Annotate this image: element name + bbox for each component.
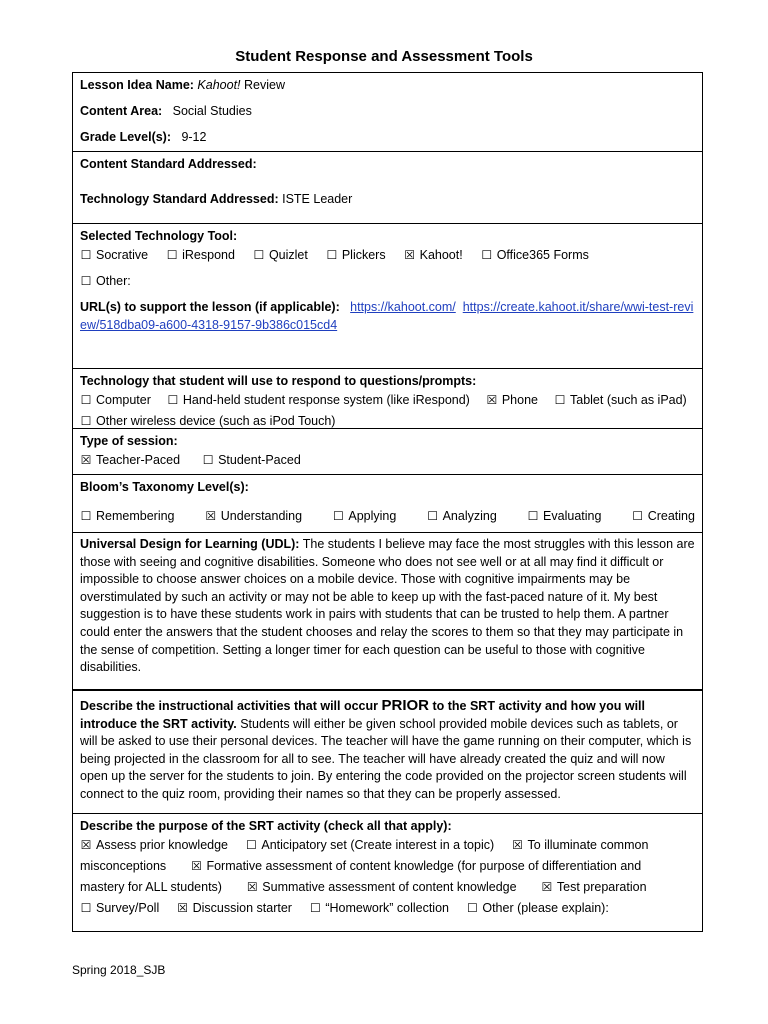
option-label: “Homework” collection [325,901,449,915]
content-area-row [80,102,695,120]
option-irespond[interactable] [166,246,235,264]
purpose-line-2 [80,856,695,877]
purpose-line-3 [80,877,695,898]
option-label: Applying [348,509,397,523]
purpose-line-4 [80,898,695,919]
option-label: Hand-held student response system (like iRespond) [182,393,470,407]
kahoot-link[interactable]: https://kahoot.com/ [350,300,456,314]
kahoot-quiz-link[interactable]: https://create.kahoot.it/share/wwi-test-review/518dba09-a600-4318-9157-9b386c015cd4 [80,300,694,332]
srt-purpose-section [73,814,702,931]
option-label: Summative assessment of content knowledge [262,880,517,894]
option-label: Plickers [341,248,386,262]
standards-section [73,152,702,224]
option-label: Anticipatory set (Create interest in a topic) [261,838,495,852]
option-label: Survey/Poll [96,901,160,915]
lesson-idea-rest: Review [240,78,285,92]
content-area-value: Social Studies [172,104,252,118]
option-discussion-starter[interactable] [177,898,292,919]
option-label: iRespond [182,248,235,262]
option-label: Socrative [96,248,149,262]
checkbox-icon[interactable]: ☐ [481,248,493,262]
option-anticipatory-set[interactable] [245,835,494,856]
lesson-idea-italic: Kahoot! [197,78,241,92]
option-creating[interactable] [632,507,695,525]
option-phone[interactable] [486,391,538,409]
technology-standard-row [80,190,695,208]
option-label: Discussion starter [192,901,292,915]
checkbox-icon[interactable]: ☐ [80,414,92,428]
option-plickers[interactable] [326,246,386,264]
checkbox-icon[interactable]: ☐ [554,393,566,407]
technology-tool-label: Selected Technology Tool: [80,229,238,243]
option-other-wireless[interactable] [80,412,335,430]
option-handheld[interactable] [167,391,470,409]
checkbox-icon[interactable]: ☐ [166,248,178,262]
technology-standard-value: ISTE Leader [278,192,353,206]
tool-other-row [80,272,695,290]
checkbox-icon[interactable]: ☐ [527,509,539,523]
option-label: Analyzing [442,509,497,523]
checked-checkbox-icon[interactable]: ☒ [512,838,523,852]
option-quizlet[interactable] [253,246,308,264]
option-label: Assess prior knowledge [96,838,229,852]
option-label: Formative assessment of content knowledge (for purpose of differentiation and [206,859,642,873]
blooms-taxonomy-section [73,475,702,533]
option-socrative[interactable] [80,246,148,264]
page-title: Student Response and Assessment Tools [235,48,533,65]
lesson-info-section [73,73,702,152]
technology-standard-label: Technology Standard Addressed: [80,192,279,206]
option-label: Other wireless device (such as iPod Touch) [96,414,336,428]
option-remembering[interactable] [80,507,175,525]
session-type-options [80,451,695,469]
response-technology-label: Technology that student will use to respond to questions/prompts: [80,374,477,388]
option-summative-assessment[interactable] [246,877,516,898]
checkbox-icon[interactable]: ☐ [253,248,265,262]
checkbox-icon[interactable]: ☐ [80,393,92,407]
option-kahoot[interactable] [404,246,463,264]
checkbox-icon[interactable]: ☐ [80,509,92,523]
checkbox-icon[interactable]: ☐ [466,901,478,915]
option-label: Understanding [220,509,303,523]
checkbox-icon[interactable]: ☐ [80,248,92,262]
option-understanding[interactable] [205,507,302,525]
prior-activities-section [73,691,702,814]
option-student-paced[interactable] [202,451,301,469]
grade-level-value: 9-12 [181,130,207,144]
checked-checkbox-icon[interactable]: ☒ [80,453,92,467]
checked-checkbox-icon[interactable]: ☒ [177,901,188,915]
checked-checkbox-icon[interactable]: ☒ [404,248,415,262]
prior-label-a: Describe the instructional activities that will occur [80,699,382,713]
checked-checkbox-icon[interactable]: ☒ [191,859,202,873]
option-label: Creating [647,509,695,523]
option-homework-collection[interactable] [309,898,449,919]
lesson-idea-label: Lesson Idea Name: [80,78,194,92]
udl-label: Universal Design for Learning (UDL): [80,537,300,551]
option-label: Kahoot! [419,248,463,262]
session-type-label: Type of session: [80,434,178,448]
checkbox-icon[interactable]: ☐ [632,509,644,523]
url-row [80,298,695,334]
option-label: To illuminate common [527,838,649,852]
checkbox-icon[interactable]: ☐ [332,509,344,523]
option-assess-prior-knowledge[interactable] [80,835,228,856]
purpose-line-1 [80,835,695,856]
option-office365-forms[interactable] [481,246,589,264]
checkbox-icon[interactable]: ☐ [309,901,321,915]
mastery-text: mastery for ALL students) [80,880,222,894]
option-other[interactable] [80,272,131,290]
checkbox-icon[interactable]: ☐ [427,509,438,523]
blooms-options [80,507,695,525]
option-other-explain[interactable] [466,898,608,919]
udl-section [73,533,702,691]
checked-checkbox-icon[interactable]: ☒ [246,880,258,894]
option-label: Tablet (such as iPad) [570,393,687,407]
grade-level-row [80,128,695,146]
option-analyzing[interactable] [427,507,497,525]
prior-label-emphasis: PRIOR [381,697,429,714]
option-evaluating[interactable] [527,507,601,525]
checked-checkbox-icon[interactable]: ☒ [486,393,498,407]
checkbox-icon[interactable]: ☐ [80,274,92,288]
option-label: Remembering [96,509,175,523]
checkbox-icon[interactable]: ☐ [167,393,179,407]
prior-text: Students will either be given school provided mobile devices such as tablets, or will be asked to use their personal devices. The teacher will have the game running on their computer, which is being projected in the classroom for all to see. The teacher will have already created the quiz and will now open up the server for the students to join. By entering the code provided on the projector screen students will connect to the quiz room, providing their names so that they can be properly assessed. [80,716,692,801]
response-technology-options [80,391,695,409]
content-standard-label: Content Standard Addressed: [80,157,257,171]
option-label: Office365 Forms [496,248,589,262]
lesson-idea-row [80,76,695,94]
misconceptions-text: misconceptions [80,859,167,873]
response-technology-section [73,369,702,429]
option-test-preparation[interactable] [541,877,647,898]
session-type-section [73,429,702,475]
checked-checkbox-icon[interactable]: ☒ [80,838,92,852]
page-footer: Spring 2018_SJB [72,963,166,977]
checked-checkbox-icon[interactable]: ☒ [205,509,217,523]
checkbox-icon[interactable]: ☐ [202,453,214,467]
option-illuminate-misconceptions[interactable] [512,835,649,856]
prior-label-b: to the SRT activity and how you will introduce the SRT activity. [80,699,645,731]
option-label: Teacher-Paced [96,453,181,467]
option-label: Quizlet [268,248,308,262]
option-label: Computer [96,393,151,407]
technology-tool-section [73,224,702,369]
blooms-taxonomy-label: Bloom’s Taxonomy Level(s): [80,480,249,494]
option-applying[interactable] [332,507,396,525]
checkbox-icon[interactable]: ☐ [246,838,257,852]
option-survey-poll[interactable] [80,898,159,919]
option-label: Other (please explain): [482,901,609,915]
form-table [72,72,703,932]
response-other-row [80,412,695,430]
option-label: Phone [501,393,538,407]
option-label: Test preparation [556,880,647,894]
option-formative-assessment[interactable] [190,856,641,877]
option-computer[interactable] [80,391,151,409]
checked-checkbox-icon[interactable]: ☒ [541,880,553,894]
checkbox-icon[interactable]: ☐ [326,248,338,262]
option-teacher-paced[interactable] [80,451,180,469]
tool-options [80,246,695,264]
grade-level-label: Grade Level(s): [80,130,172,144]
option-label: Student-Paced [218,453,301,467]
option-label: Other: [96,274,131,288]
content-area-label: Content Area: [80,104,163,118]
udl-text: The students I believe may face the most struggles with this lesson are those with seeing and cognitive disabilities. Someone who does not see well or at all may find it difficult or impossible to choose answer choices on a mobile device. Those with cognitive impairments may be overstimulated by such an activity or may not be able to keep up with the fast-paced nature of it. My best suggestion is to have these students work in pairs with students that can be trusted to help them. A partner could enter the answers that the student chooses and relay the scores to them so that they may participate in the sense of competition. Setting a longer timer for each question can be useful to those with cognitive disabilities. [80,537,695,675]
option-tablet[interactable] [554,391,687,409]
url-label: URL(s) to support the lesson (if applicable): [80,300,340,314]
srt-purpose-label: Describe the purpose of the SRT activity (check all that apply): [80,819,452,833]
option-label: Evaluating [543,509,602,523]
checkbox-icon[interactable]: ☐ [80,901,92,915]
